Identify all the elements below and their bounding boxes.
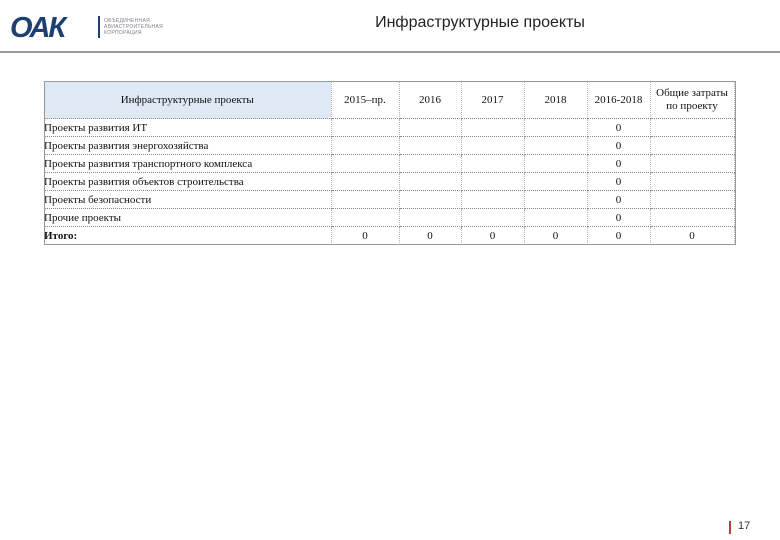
table-cell: 0 (587, 191, 650, 209)
column-header: 2017 (461, 81, 524, 119)
table-cell (331, 137, 399, 155)
table-row (44, 173, 734, 191)
page-title: Инфраструктурные проекты (375, 14, 585, 31)
table-cell (331, 173, 399, 191)
total-row (44, 227, 734, 245)
row-label: Проекты развития ИТ (44, 119, 331, 137)
table-cell (524, 209, 587, 227)
table-cell (461, 173, 524, 191)
table-cell (524, 191, 587, 209)
row-label: Проекты безопасности (44, 191, 331, 209)
row-label: Проекты развития энергохозяйства (44, 137, 331, 155)
total-cell: 0 (399, 227, 461, 245)
total-cell: 0 (587, 227, 650, 245)
header-divider (0, 51, 780, 53)
table-cell (650, 191, 734, 209)
table-cell: 0 (587, 119, 650, 137)
table-cell (650, 119, 734, 137)
row-label: Проекты развития транспортного комплекса (44, 155, 331, 173)
table-cell: 0 (587, 155, 650, 173)
table-row (44, 191, 734, 209)
total-cell: 0 (524, 227, 587, 245)
slide-header (0, 0, 780, 52)
logo-letters: ОАК (10, 12, 65, 42)
total-label: Итого: (44, 227, 331, 245)
table-cell (461, 209, 524, 227)
table-cell (331, 155, 399, 173)
total-cell: 0 (331, 227, 399, 245)
table-cell: 0 (587, 209, 650, 227)
infrastructure-table (44, 81, 735, 245)
table-cell: 0 (587, 173, 650, 191)
column-header: 2016 (399, 81, 461, 119)
table-cell (461, 137, 524, 155)
table-cell (650, 155, 734, 173)
table-cell (399, 119, 461, 137)
row-label: Прочие проекты (44, 209, 331, 227)
page-number-text: 17 (738, 520, 751, 532)
table-cell (461, 191, 524, 209)
table-cell (331, 209, 399, 227)
logo-subtitle: ОБЪЕДИНЕННАЯ АВИАСТРОИТЕЛЬНАЯ КОРПОРАЦИЯ (104, 18, 164, 36)
table-cell (399, 209, 461, 227)
page-number (730, 520, 750, 532)
table-cell: 0 (587, 137, 650, 155)
table-cell (399, 137, 461, 155)
table-header-row (44, 81, 734, 119)
table-cell (461, 119, 524, 137)
table-row (44, 155, 734, 173)
table-row (44, 119, 734, 137)
table-cell (399, 173, 461, 191)
column-header: 2016-2018 (587, 81, 650, 119)
table-cell (650, 137, 734, 155)
total-cell: 0 (650, 227, 734, 245)
table-cell (650, 209, 734, 227)
table-cell (524, 155, 587, 173)
table-row (44, 137, 734, 155)
table-cell (524, 119, 587, 137)
table-cell (331, 119, 399, 137)
table-row (44, 209, 734, 227)
table-cell (524, 137, 587, 155)
table-cell (461, 155, 524, 173)
column-header: Инфраструктурные проекты (44, 81, 331, 119)
column-header: Общие затраты по проекту (650, 81, 734, 119)
total-cell: 0 (461, 227, 524, 245)
row-label: Проекты развития объектов строительства (44, 173, 331, 191)
column-header: 2015–пр. (331, 81, 399, 119)
table-cell (399, 155, 461, 173)
table-cell (650, 173, 734, 191)
table-cell (331, 191, 399, 209)
table-cell (524, 173, 587, 191)
column-header: 2018 (524, 81, 587, 119)
table-cell (399, 191, 461, 209)
